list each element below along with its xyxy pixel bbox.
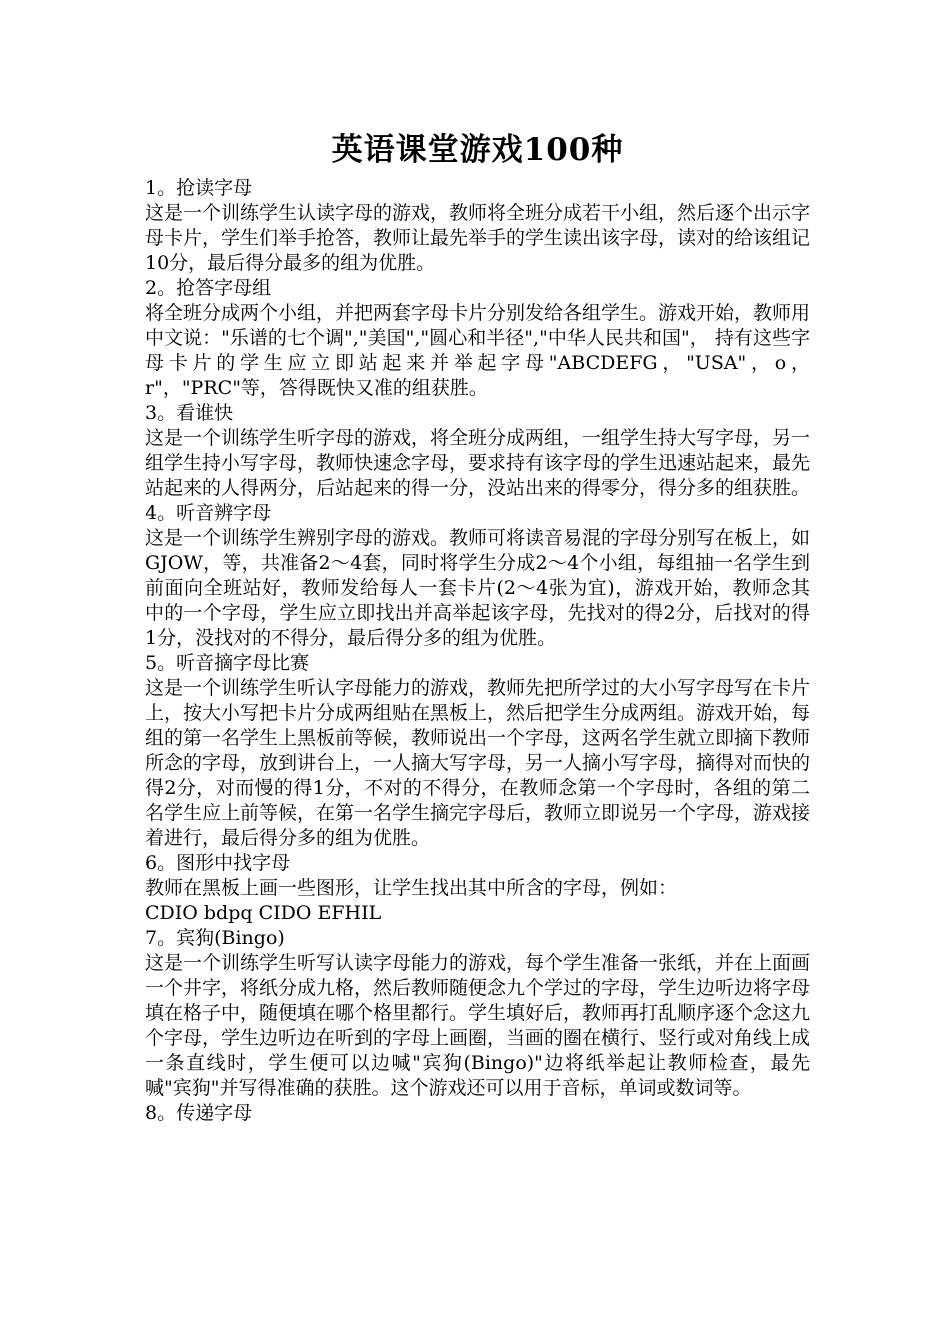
section-3 xyxy=(145,401,810,501)
section-heading: 2。抢答字母组 xyxy=(145,277,272,299)
document-title: 英语课堂游戏100种 xyxy=(331,132,624,168)
section-paragraph: 将全班分成两个小组，并把两套字母卡片分别发给各组学生。游戏开始，教师用中文说："乐谱的七个调","美国","圆心和半径","中华人民共和国"， 持有这些字母卡片的学生应立即站起来并举起字母"ABCDEFG，"USA"，o，r"，"PRC"等，答得既快又准的组获胜。 xyxy=(145,302,811,399)
section-paragraph: 这是一个训练学生听字母的游戏，将全班分成两组，一组学生持大写字母，另一组学生持小写字母，教师快速念字母，要求持有该字母的学生迅速站起来，最先站起来的人得两分，后站起来的得一分，没站出来的得零分，得分多的组获胜。 xyxy=(145,427,811,499)
section-heading: 8。传递字母 xyxy=(145,1102,253,1124)
section-paragraph: 这是一个训练学生听认字母能力的游戏，教师先把所学过的大小写字母写在卡片上，按大小写把卡片分成两组贴在黑板上，然后把学生分成两组。游戏开始，每组的第一名学生上黑板前等候，教师说出一个字母，这两名学生就立即摘下教师所念的字母，放到讲台上，一人摘大写字母，另一人摘小写字母，摘得对而快的得2分，对而慢的得1分，不对的不得分，在教师念第一个字母时，各组的第二名学生应上前等候，在第一名学生摘完字母后，教师立即说另一个字母，游戏接着进行，最后得分多的组为优胜。 xyxy=(145,677,811,849)
section-2 xyxy=(145,276,810,401)
section-6 xyxy=(145,851,810,926)
section-5 xyxy=(145,651,810,851)
section-heading: 3。看谁快 xyxy=(145,402,234,424)
document-body xyxy=(145,176,810,1126)
section-paragraph: 这是一个训练学生听写认读字母能力的游戏，每个学生准备一张纸，并在上面画一个井字，将纸分成九格，然后教师随便念九个学过的字母，学生边听边将字母填在格子中，随便填在哪个格里都行。学生填好后，教师再打乱顺序逐个念这九个字母，学生边听边在听到的字母上画圈，当画的圈在横行、竖行或对角线上成一条直线时，学生便可以边喊"宾狗(Bingo)"边将纸举起让教师检查，最先喊"宾狗"并写得准确的获胜。这个游戏还可以用于音标，单词或数词等。 xyxy=(145,952,811,1099)
section-heading: 6。图形中找字母 xyxy=(145,852,291,874)
section-heading: 5。听音摘字母比赛 xyxy=(145,652,310,674)
section-7 xyxy=(145,926,810,1101)
section-heading: 7。宾狗(Bingo) xyxy=(145,927,285,949)
section-8 xyxy=(145,1101,810,1126)
section-heading: 1。抢读字母 xyxy=(145,177,253,199)
section-paragraph: 这是一个训练学生认读字母的游戏，教师将全班分成若干小组，然后逐个出示字母卡片，学生们举手抢答，教师让最先举手的学生读出该字母，读对的给该组记10分，最后得分最多的组为优胜。 xyxy=(145,202,811,274)
letter-examples: CDIO bdpq CIDO EFHIL xyxy=(145,902,382,924)
section-1 xyxy=(145,176,810,276)
document-page xyxy=(145,128,810,1126)
section-paragraph: 这是一个训练学生辨别字母的游戏。教师可将读音易混的字母分别写在板上，如GJOW，等，共准备2～4套，同时将学生分成2～4个小组，每组抽一名学生到前面向全班站好，教师发给每人一套卡片(2～4张为宜)，游戏开始，教师念其中的一个字母，学生应立即找出并高举起该字母，先找对的得2分，后找对的得1分，没找对的不得分，最后得分多的组为优胜。 xyxy=(145,527,811,649)
section-paragraph: 教师在黑板上画一些图形，让学生找出其中所含的字母，例如： xyxy=(145,877,678,899)
section-4 xyxy=(145,501,810,651)
section-heading: 4。听音辨字母 xyxy=(145,502,272,524)
